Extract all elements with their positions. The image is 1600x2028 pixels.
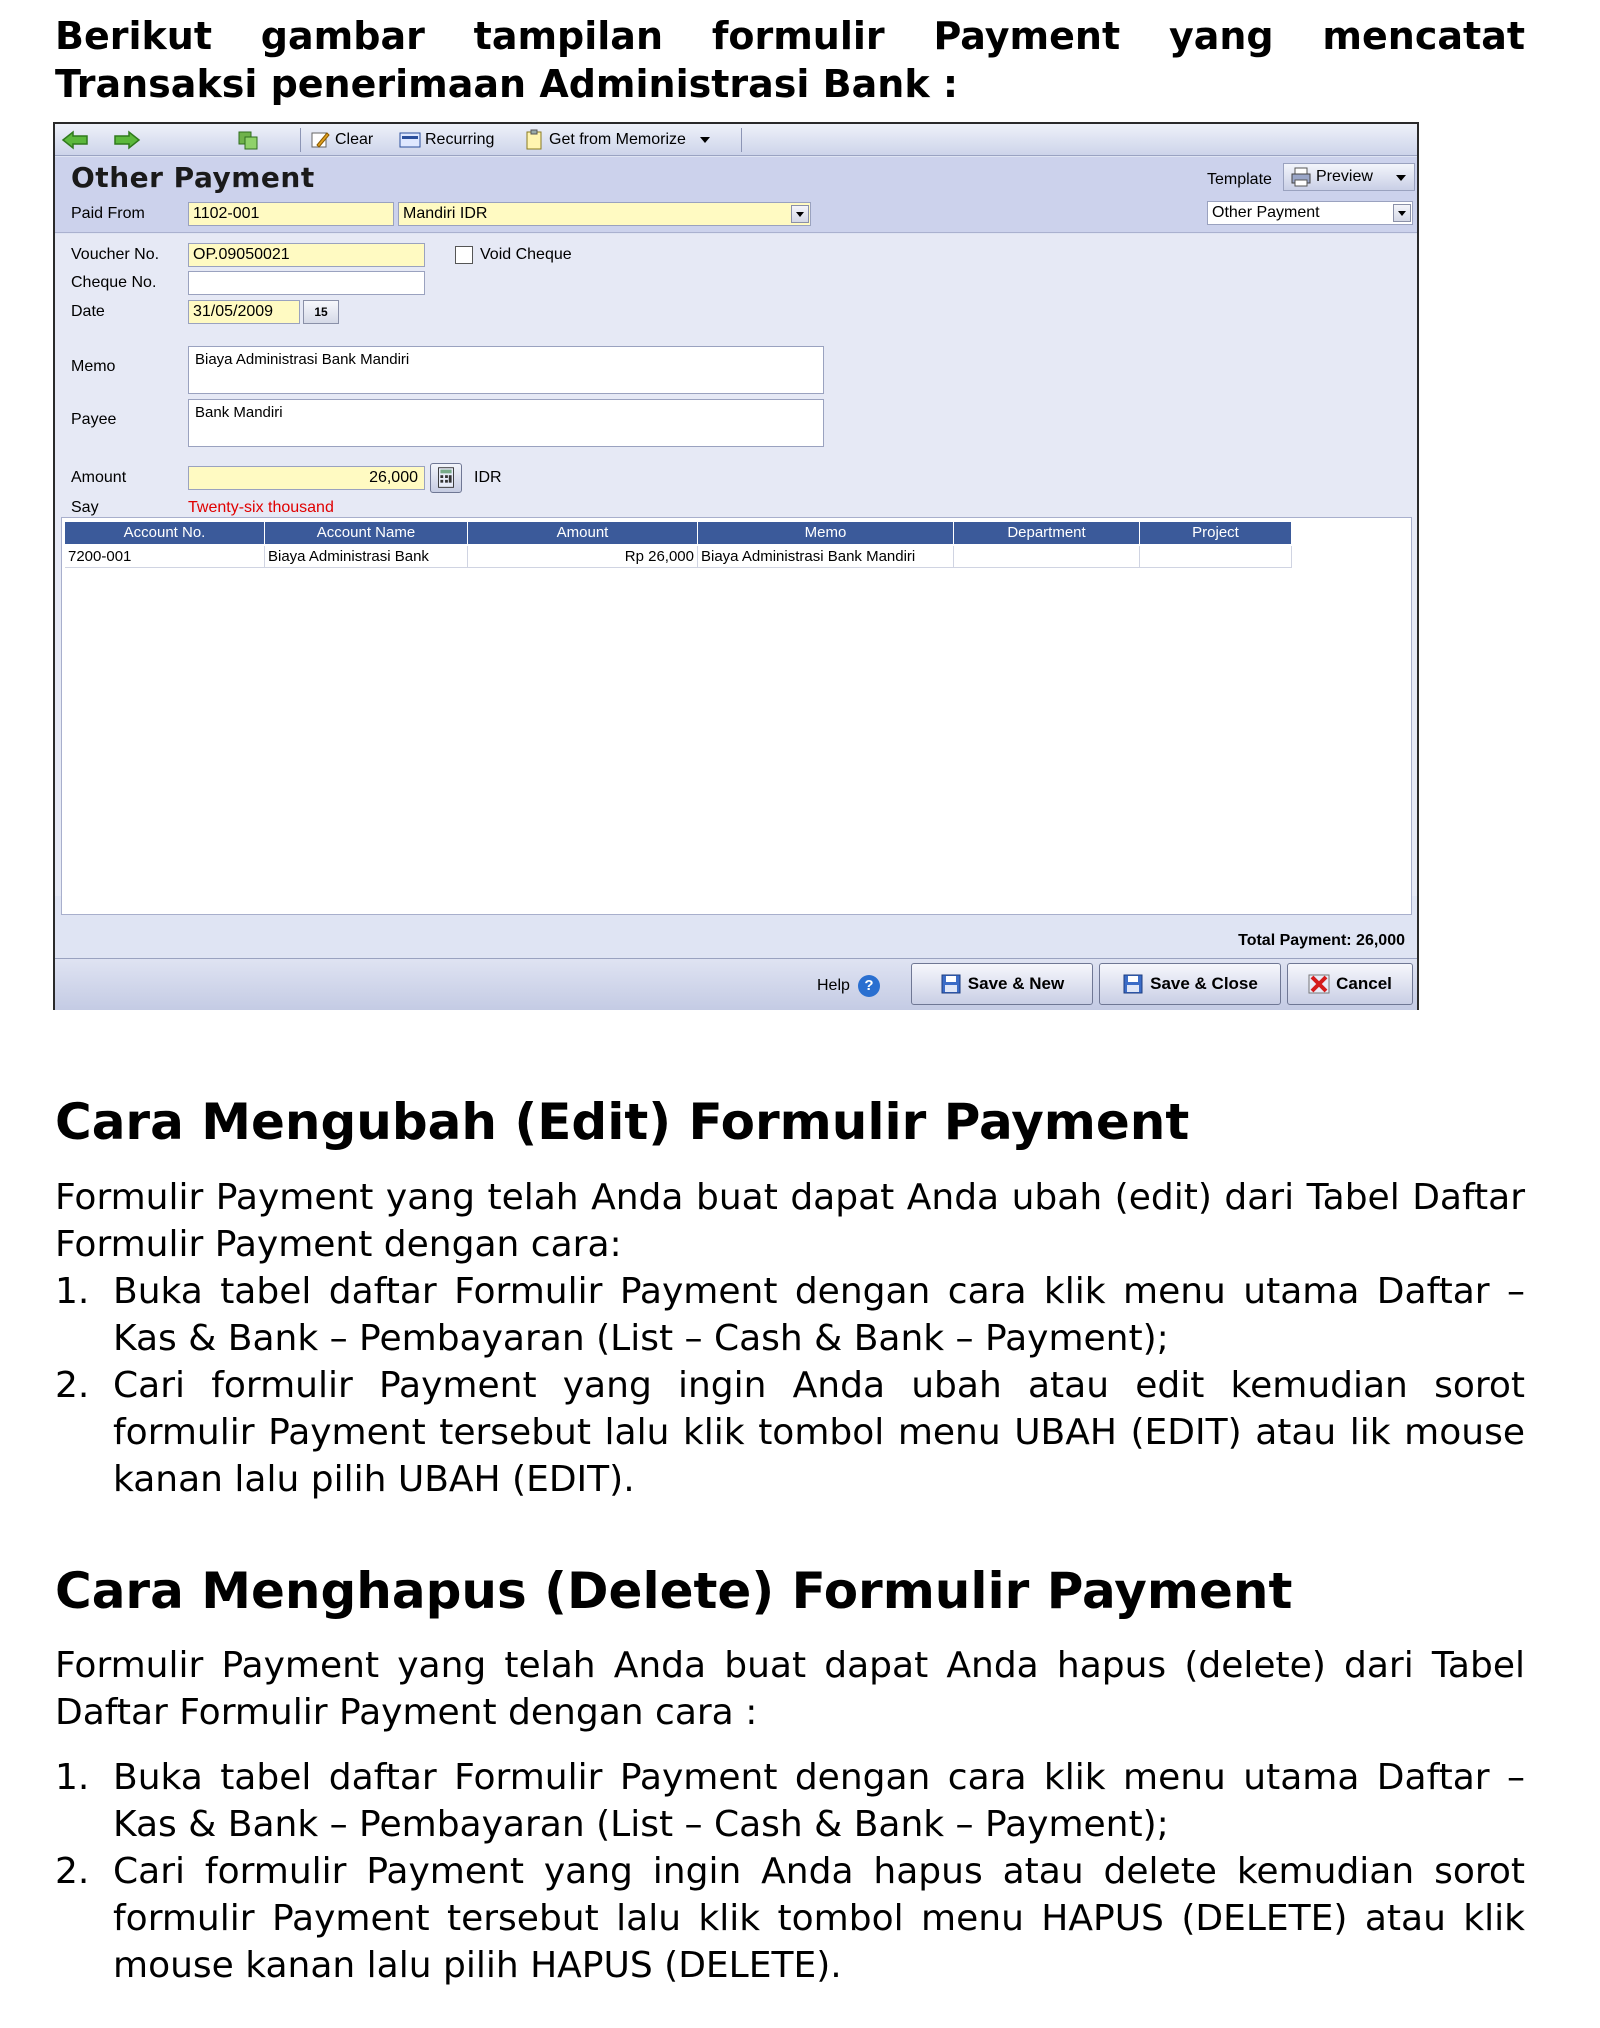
amount-label: Amount — [71, 469, 127, 486]
template-label: Template — [1207, 171, 1272, 188]
save-close-button[interactable] — [1099, 963, 1281, 1005]
void-cheque-checkbox[interactable] — [455, 246, 473, 264]
save-icon — [940, 974, 962, 994]
copy-icon — [237, 129, 259, 151]
list-text: Buka tabel daftar Formulir Payment dengan cara klik menu utama Daftar – Kas & Bank – Pembayaran (List – Cash & Bank – Payment); — [113, 1757, 1525, 1845]
recurring-label: Recurring — [425, 131, 495, 148]
template-select[interactable] — [1207, 201, 1413, 225]
arrow-left-icon — [61, 130, 89, 150]
list-text: Buka tabel daftar Formulir Payment dengan cara klik menu utama Daftar – Kas & Bank – Pembayaran (List – Cash & Bank – Payment); — [113, 1271, 1525, 1359]
save-new-button[interactable] — [911, 963, 1093, 1005]
delete-heading: Cara Menghapus (Delete) Formulir Payment — [55, 1562, 1293, 1620]
save-close-label: Save & Close — [1150, 974, 1258, 993]
table-cell[interactable]: 7200-001 — [65, 546, 265, 568]
chevron-down-icon — [791, 205, 809, 223]
table-cell[interactable] — [1140, 546, 1292, 568]
form-header — [55, 157, 1417, 233]
edit-paragraph: Formulir Payment yang telah Anda buat dapat Anda ubah (edit) dari Tabel Daftar Formulir Payment dengan cara: — [55, 1177, 1525, 1265]
form-title: Other Payment — [71, 161, 315, 194]
say-value: Twenty-six thousand — [188, 499, 334, 516]
cancel-label: Cancel — [1336, 974, 1392, 993]
delete-paragraph: Formulir Payment yang telah Anda buat dapat Anda hapus (delete) dari Tabel Daftar Formulir Payment dengan cara : — [55, 1645, 1525, 1733]
calculator-button[interactable] — [430, 463, 462, 493]
date-label: Date — [71, 303, 105, 320]
payee-label: Payee — [71, 411, 117, 428]
clear-label: Clear — [335, 131, 374, 148]
table-cell[interactable]: Biaya Administrasi Bank — [265, 546, 468, 568]
chevron-down-icon — [700, 137, 710, 143]
list-number: 1. — [55, 1271, 90, 1312]
recurring-icon — [399, 129, 421, 151]
forward-button[interactable] — [113, 128, 141, 152]
list-text: Cari formulir Payment yang ingin Anda ubah atau edit kemudian sorot formulir Payment tersebut lalu klik tombol menu UBAH (EDIT) atau lik mouse kanan lalu pilih UBAH (EDIT). — [113, 1365, 1525, 1500]
preview-button[interactable] — [1283, 163, 1415, 191]
list-number: 2. — [55, 1365, 90, 1406]
list-item — [55, 1848, 1525, 1989]
paid-from-account-select[interactable] — [398, 202, 811, 226]
recurring-button[interactable] — [399, 128, 494, 152]
paid-from-label: Paid From — [71, 205, 145, 222]
account-grid[interactable] — [61, 517, 1412, 915]
copy-button[interactable] — [237, 128, 263, 152]
list-item — [55, 1268, 1525, 1362]
calculator-icon — [431, 464, 461, 492]
edit-steps-list — [55, 1268, 1525, 1503]
voucher-label: Voucher No. — [71, 246, 160, 263]
cheque-label: Cheque No. — [71, 274, 157, 291]
date-field[interactable]: 31/05/2009 — [188, 300, 300, 324]
edit-heading: Cara Mengubah (Edit) Formulir Payment — [55, 1093, 1190, 1151]
table-cell[interactable] — [954, 546, 1140, 568]
help-label: Help — [817, 977, 850, 994]
say-label: Say — [71, 499, 99, 516]
table-cell[interactable]: Biaya Administrasi Bank Mandiri — [698, 546, 954, 568]
list-item — [55, 1362, 1525, 1503]
other-payment-window — [53, 122, 1419, 1010]
clear-button[interactable] — [309, 128, 373, 152]
help-icon: ? — [858, 975, 880, 997]
back-button[interactable] — [61, 128, 89, 152]
memorize-icon — [523, 129, 545, 151]
arrow-right-icon — [113, 130, 141, 150]
total-payment: Total Payment: 26,000 — [1238, 932, 1405, 949]
memo-field[interactable]: Biaya Administrasi Bank Mandiri — [188, 346, 824, 394]
printer-icon — [1290, 166, 1312, 188]
column-header[interactable]: Amount — [468, 522, 698, 544]
currency-label: IDR — [474, 469, 502, 486]
paid-from-code-field[interactable]: 1102-001 — [188, 202, 394, 226]
list-number: 1. — [55, 1757, 90, 1798]
memo-label: Memo — [71, 358, 116, 375]
calendar-icon[interactable]: 15 — [303, 300, 339, 324]
template-value: Other Payment — [1212, 204, 1320, 221]
column-header[interactable]: Memo — [698, 522, 954, 544]
toolbar — [55, 124, 1417, 156]
paid-from-account-value: Mandiri IDR — [403, 205, 488, 222]
payee-field[interactable]: Bank Mandiri — [188, 399, 824, 447]
table-cell[interactable]: Rp 26,000 — [468, 546, 698, 568]
footer-bar — [55, 958, 1417, 1010]
list-text: Cari formulir Payment yang ingin Anda hapus atau delete kemudian sorot formulir Payment tersebut lalu klik tombol menu HAPUS (DELETE) atau klik mouse kanan lalu pilih HAPUS (DELETE). — [113, 1851, 1525, 1986]
help-button[interactable] — [817, 975, 880, 997]
void-cheque-label: Void Cheque — [480, 246, 572, 263]
cheque-field[interactable] — [188, 271, 425, 295]
close-icon — [1308, 974, 1330, 994]
eraser-icon — [309, 129, 331, 151]
column-header[interactable]: Account No. — [65, 522, 265, 544]
list-item — [55, 1754, 1525, 1848]
intro-text: Berikut gambar tampilan formulir Payment yang mencatat Transaksi penerimaan Administrasi Bank : — [55, 14, 1525, 106]
column-header[interactable]: Account Name — [265, 522, 468, 544]
save-new-label: Save & New — [967, 974, 1065, 993]
save-icon — [1122, 974, 1144, 994]
get-from-memorize-label: Get from Memorize — [549, 131, 686, 148]
list-number: 2. — [55, 1851, 90, 1892]
amount-field[interactable]: 26,000 — [188, 466, 425, 490]
cancel-button[interactable] — [1287, 963, 1413, 1005]
chevron-down-icon — [1396, 175, 1406, 181]
voucher-field[interactable]: OP.09050021 — [188, 243, 425, 267]
column-header[interactable]: Project — [1140, 522, 1292, 544]
delete-steps-list — [55, 1754, 1525, 1989]
get-from-memorize-button[interactable] — [523, 128, 710, 152]
column-header[interactable]: Department — [954, 522, 1140, 544]
chevron-down-icon — [1393, 204, 1411, 222]
preview-label: Preview — [1316, 168, 1373, 185]
